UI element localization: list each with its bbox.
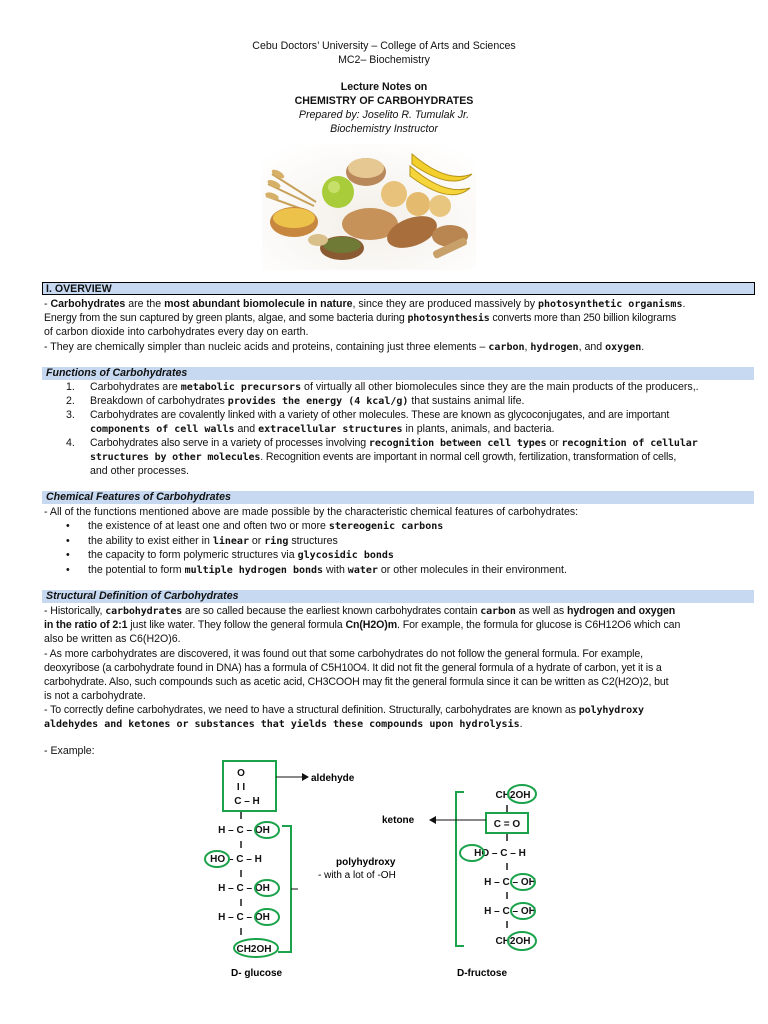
structural-line-8: - To correctly define carbohydrates, we need to have a structural definition. Structurally, carbohydrates are known as polyhydroxy: [44, 704, 644, 716]
glucose-row-8: I: [239, 869, 243, 880]
author-line: Prepared by: Joselito R. Tumulak Jr.: [298, 109, 470, 121]
polyhydroxy-bracket: [278, 826, 291, 952]
lecture-title-2: CHEMISTRY OF CARBOHYDRATES: [294, 95, 474, 107]
fructose-label: D-fructose: [457, 968, 508, 979]
structural-line-4: - As more carbohydrates are discovered, it was found out that some carbohydrates do not follow the general formula. For example,: [44, 648, 644, 660]
glucose-row-4: I: [239, 811, 243, 822]
polyhydroxy-sub: - with a lot of -OH: [318, 870, 396, 881]
glucose-label: D- glucose: [231, 968, 283, 979]
glucose-row-13: CH2OH: [236, 944, 272, 955]
structural-line-9: aldehydes and ketones or substances that yields these compounds upon hydrolysis.: [44, 718, 523, 730]
fructose-row-5: HO – C – H: [474, 848, 526, 859]
overview-line-4: - They are chemically simpler than nucleic acids and proteins, containing just three elements – carbon, hydrogen, and oxygen.: [44, 341, 645, 353]
overview-line-3: of carbon dioxide into carbohydrates every day on earth.: [44, 326, 309, 338]
overview-line-1: - Carbohydrates are the most abundant biomolecule in nature, since they are produced massively by photosynthetic organisms.: [44, 298, 686, 310]
structural-heading: Structural Definition of Carbohydrates: [46, 590, 239, 602]
polyhydroxy-label: polyhydroxy: [336, 857, 396, 868]
glucose-row-11: H – C – OH: [218, 912, 270, 923]
structural-line-3: also be written as C6(H2O)6.: [44, 633, 181, 645]
university-line: Cebu Doctors’ University – College of Arts and Sciences: [252, 40, 516, 52]
lecture-title-1: Lecture Notes on: [340, 81, 428, 93]
structural-line-1: - Historically, carbohydrates are so called because the earliest known carbohydrates contain carbon as well as hydrogen and oxygen: [44, 605, 676, 617]
fructose-row-4: I: [505, 833, 509, 844]
fructose-row-7: H – C – OH: [484, 877, 536, 888]
example-label: - Example:: [44, 745, 95, 757]
structural-line-6: carbohydrate. Also, such compounds such as acetic acid, CH3COOH may fit the general formula since it can be written as C2(H2O)2, but: [44, 676, 669, 688]
fructose-row-3: C = O: [493, 819, 521, 830]
functions-heading: Functions of Carbohydrates: [46, 367, 188, 379]
overview-heading: I. OVERVIEW: [46, 283, 112, 295]
ketone-label: ketone: [382, 815, 415, 826]
fructose-row-11: CH2OH: [495, 936, 531, 947]
chemical-heading: Chemical Features of Carbohydrates: [46, 491, 231, 503]
chemical-intro: - All of the functions mentioned above are made possible by the characteristic chemical features of carbohydrates:: [44, 506, 579, 518]
fructose-row-10: I: [505, 920, 509, 931]
glucose-row-3: C – H: [234, 796, 260, 807]
structural-line-5: deoxyribose (a carbohydrate found in DNA) has a formula of C5H10O4. It did not fit the general formula of a hydrate of carbon, yet it is a: [44, 662, 662, 674]
overview-line-2: Energy from the sun captured by green plants, algae, and some bacteria during photosynthesis converts more than 250 billion kilograms: [44, 312, 677, 324]
glucose-row-5: H – C – OH: [218, 825, 270, 836]
structural-line-7: is not a carbohydrate.: [44, 690, 146, 702]
carbohydrate-structure-diagram: [0, 755, 768, 985]
glucose-row-12: I: [239, 927, 243, 938]
fructose-bracket: [456, 792, 464, 946]
glucose-row-2: I I: [236, 782, 246, 793]
glucose-row-7: HO – C – H: [210, 854, 262, 865]
structural-line-2: in the ratio of 2:1 just like water. They follow the general formula Cn(H2O)m. For example, the formula for glucose is C6H12O6 which can: [44, 619, 681, 631]
role-line: Biochemistry Instructor: [330, 123, 438, 135]
course-line: MC2– Biochemistry: [338, 54, 430, 66]
fructose-row-6: I: [505, 862, 509, 873]
aldehyde-label: aldehyde: [311, 773, 355, 784]
overview-heading-box: [42, 282, 755, 295]
fructose-row-8: I: [505, 891, 509, 902]
glucose-row-9: H – C – OH: [218, 883, 270, 894]
fructose-row-2: I: [505, 804, 509, 815]
fructose-row-9: H – C – OH: [484, 906, 536, 917]
glucose-row-10: I: [239, 898, 243, 909]
glucose-row-6: I: [239, 840, 243, 851]
carbohydrate-foods-photo: [262, 144, 476, 270]
fructose-row-1: CH2OH: [495, 790, 531, 801]
glucose-row-1: O: [237, 768, 245, 779]
